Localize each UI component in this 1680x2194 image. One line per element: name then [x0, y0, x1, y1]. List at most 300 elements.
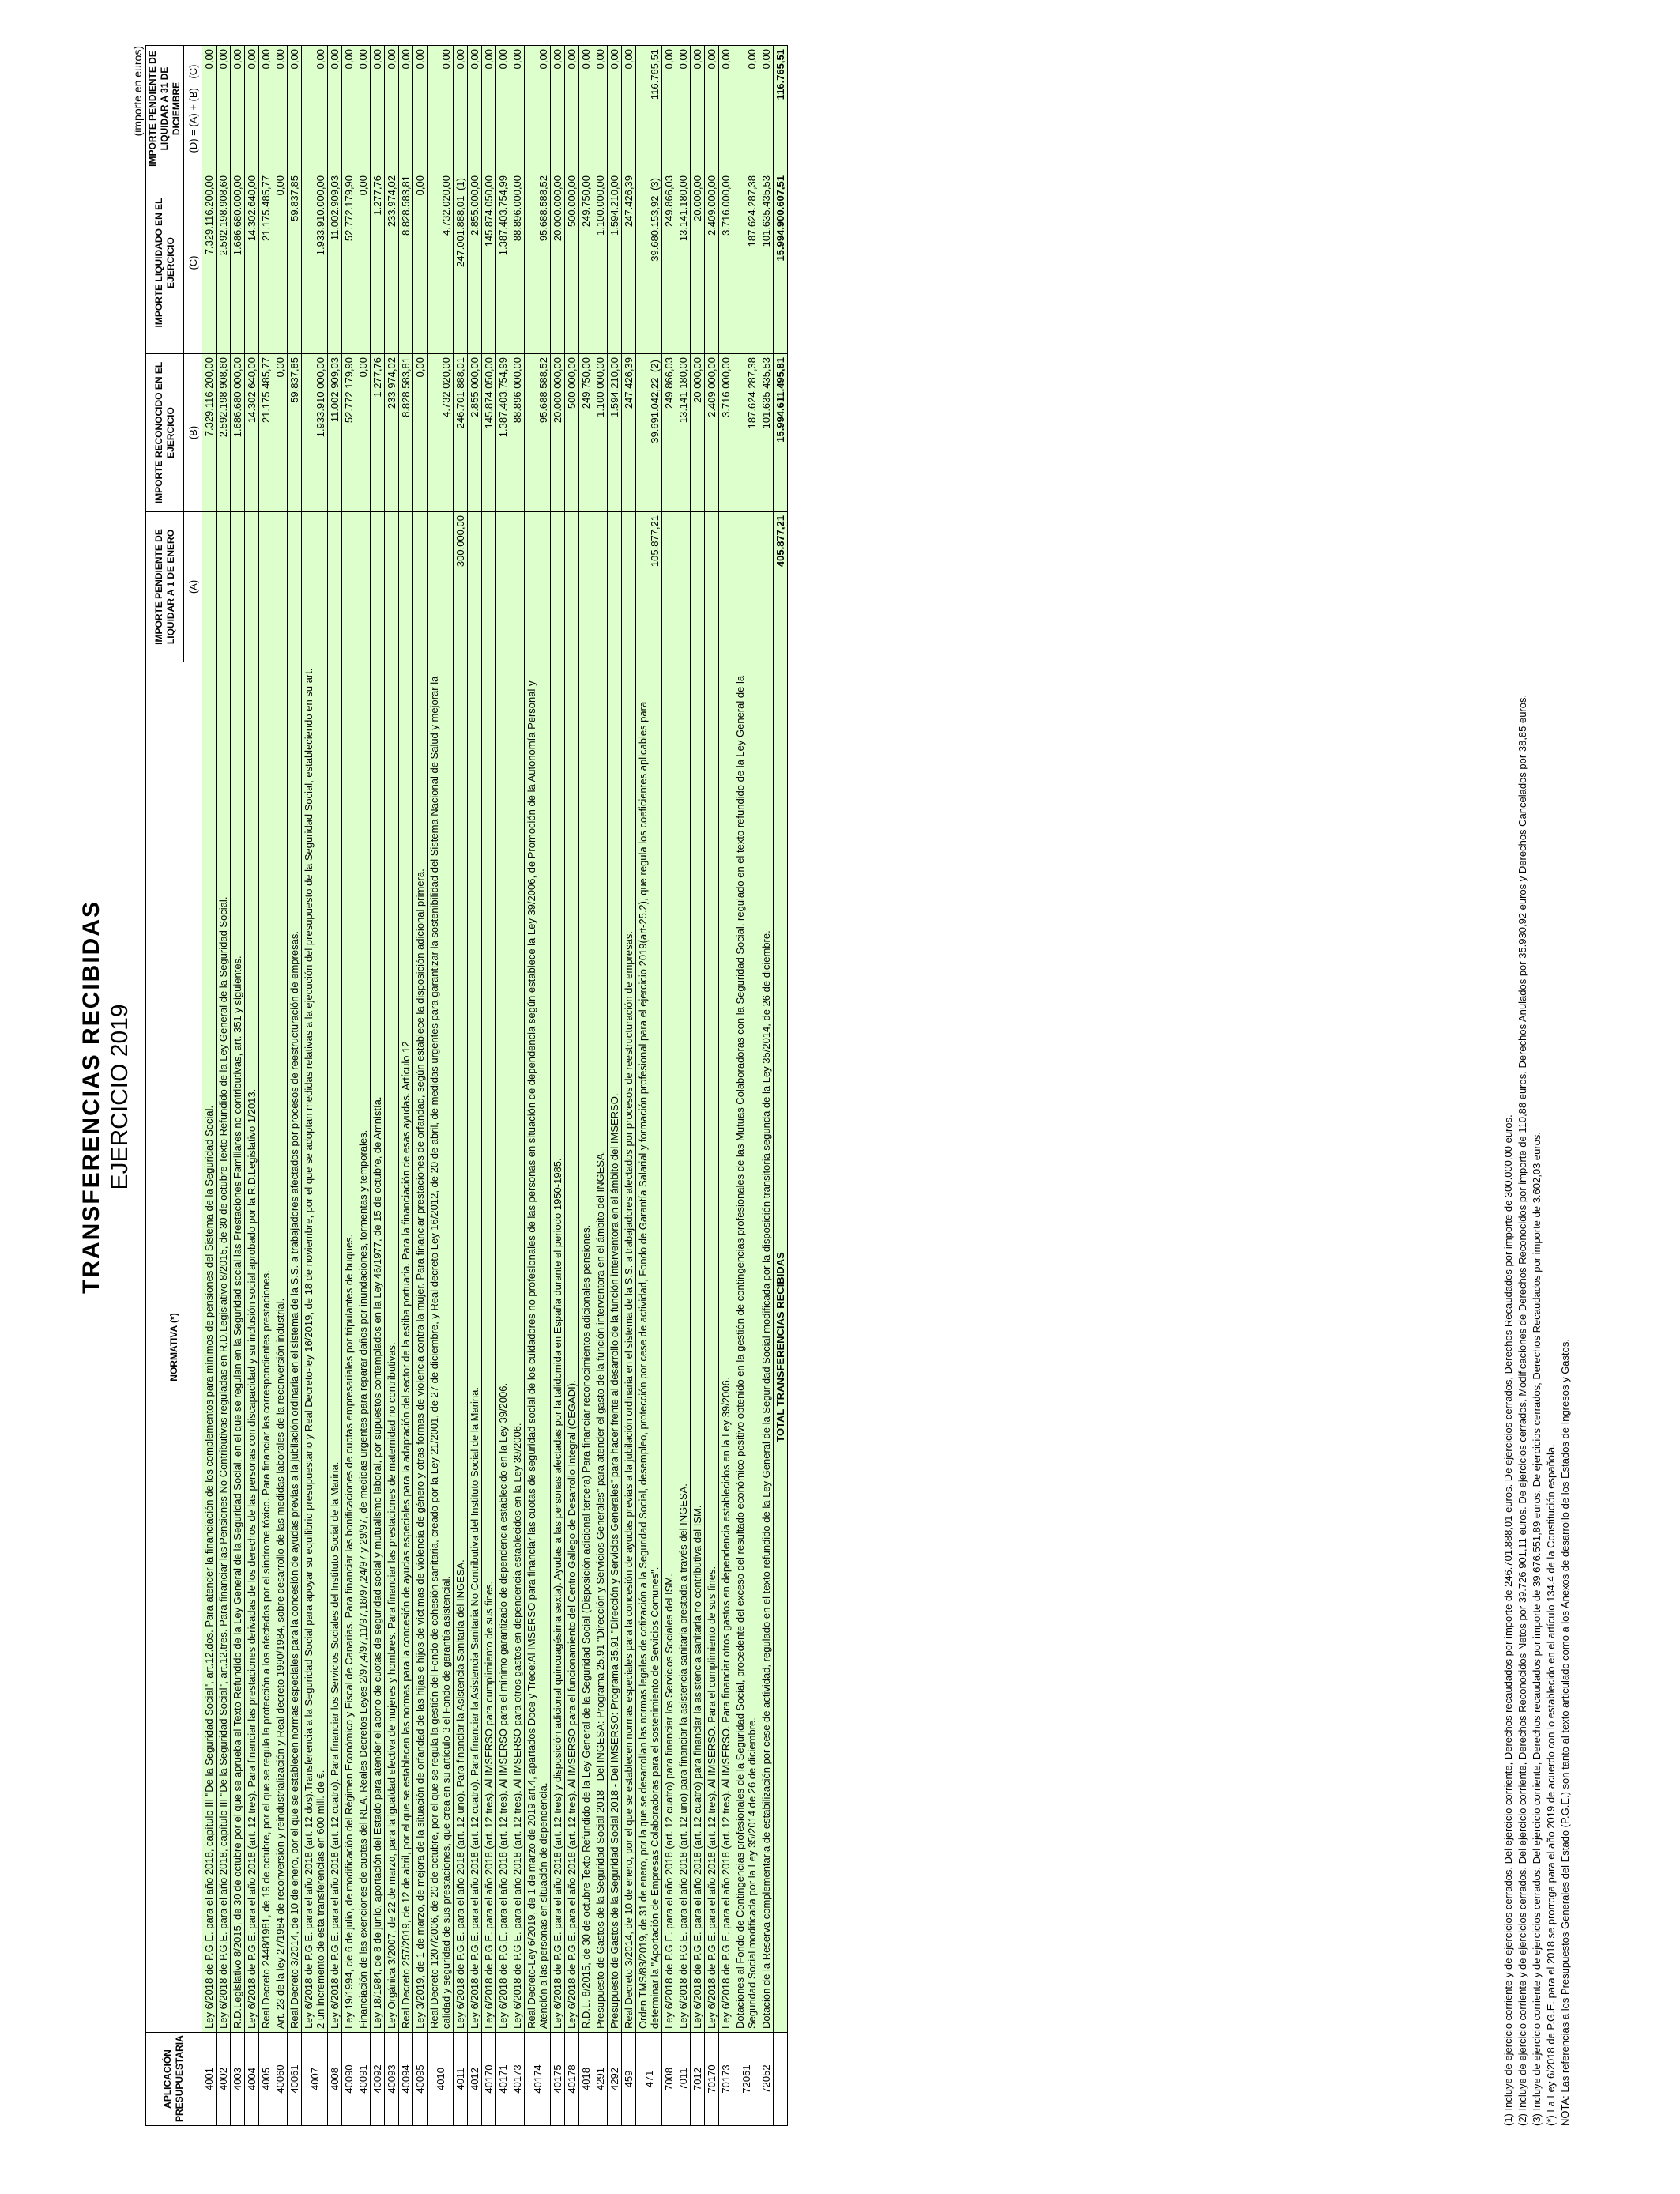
recognized-value: 247.426,39 — [623, 357, 635, 409]
table-row — [551, 46, 565, 2126]
liquidated-cell — [496, 172, 510, 354]
recognized-cell — [202, 354, 217, 512]
liquidated-cell — [636, 172, 662, 354]
pending-jan-cell — [551, 512, 565, 662]
recognized-value: 21.175.485,77 — [260, 357, 272, 424]
liquidated-value: 187.624.287,38 — [746, 175, 758, 247]
recognized-cell — [636, 354, 662, 512]
app-code-cell: 4008 — [328, 2033, 342, 2126]
pending-jan-cell — [399, 512, 413, 662]
liquidated-value: 249.866,03 — [663, 175, 675, 228]
pending-dec-cell: 0,00 — [662, 46, 676, 172]
header-a-code: (A) — [184, 512, 202, 662]
normativa-cell: Ley 6/2018 de P.G.E. para el año 2018 (art. 12.tres). Al IMSERSO para otros gastos en dependencia establecidos en la Ley 39/2006. — [510, 662, 525, 2033]
table-row — [622, 46, 636, 2126]
app-code-cell: 4010 — [428, 2033, 454, 2126]
pending-dec-cell: 0,00 — [608, 46, 622, 172]
pending-jan-cell — [259, 512, 273, 662]
liquidated-cell — [705, 172, 719, 354]
recognized-value: 2.409.000,00 — [706, 357, 718, 417]
table-row — [510, 46, 525, 2126]
recognized-cell — [273, 354, 288, 512]
app-code-cell: 40094 — [399, 2033, 413, 2126]
recognized-value: 20.000.000,00 — [552, 357, 563, 424]
pending-jan-cell — [719, 512, 733, 662]
header-app: APLICACIÓN PRESUPUESTARIA — [146, 2033, 202, 2126]
liquidated-value: 0,00 — [357, 175, 369, 196]
table-row — [371, 46, 385, 2126]
app-code-cell: 40173 — [510, 2033, 525, 2126]
table-row — [593, 46, 608, 2126]
footnote: (*) La Ley 6/2018 de P.G.E. para el 2018 se prorroga para el año 2019 de acuerdo con lo establecido en el artículo 134.4 de la Constitución española. — [1545, 1444, 1557, 2126]
transfers-table — [145, 45, 788, 2126]
table-row — [525, 46, 551, 2126]
app-code-cell: 40093 — [385, 2033, 399, 2126]
recognized-cell — [608, 354, 622, 512]
recognized-value: 0,00 — [274, 357, 286, 378]
table-row — [413, 46, 428, 2126]
recognized-cell — [328, 354, 342, 512]
app-code-cell: 7012 — [691, 2033, 705, 2126]
app-code-cell: 4292 — [608, 2033, 622, 2126]
app-code-cell: 7008 — [662, 2033, 676, 2126]
normativa-cell: Presupuesto de Gastos de la Seguridad Social 2018 - Del IMSERSO: Programa 35.91 "Dirección y Servicios Generales" para hacer frente al desarrollo de la función interventora en el ámbito del IMSERSO. — [608, 662, 622, 2033]
pending-dec-cell: 0,00 — [593, 46, 608, 172]
recognized-cell — [579, 354, 593, 512]
recognized-cell — [719, 354, 733, 512]
pending-jan-cell — [579, 512, 593, 662]
recognized-value: 233.974,02 — [386, 357, 397, 409]
normativa-cell: Ley 6/2018 de P.G.E. para el año 2018 (art. 12.tres). Al IMSERSO para el mínimo garantizado de dependencia establecido en la Ley 39/2006. — [496, 662, 510, 2033]
recognized-cell — [496, 354, 510, 512]
normativa-cell: Real Decreto 1207/2006, de 20 de octubre, por el que se regula la gestión del Fondo de cohesión sanitaria, creado por la Ley 21/2001, de 27 de diciembre, y Real decreto Ley 16/2012, de 20 de abril, de medidas urgentes para garantizar la sostenibilidad del Sistema Nacional de Salud y mejorar la calidad y seguridad de sus prestaciones, que crea en su artículo 3 el Fondo de garantía asistencial. — [428, 662, 454, 2033]
app-code-cell: 4003 — [231, 2033, 245, 2126]
table-row — [288, 46, 302, 2126]
recognized-cell — [565, 354, 579, 512]
recognized-value: 8.828.583,81 — [400, 357, 412, 417]
liquidated-value: 59.837,85 — [288, 175, 300, 221]
pending-dec-cell: 0,00 — [468, 46, 482, 172]
liquidated-value: 3.716.000,00 — [720, 175, 732, 236]
pending-jan-cell: 300.000,00 — [454, 512, 468, 662]
recognized-cell — [662, 354, 676, 512]
normativa-cell: Ley 6/2018 de P.G.E. para el año 2018 (art. 12.tres). Al IMSERSO. Para financiar otros gastos en dependencia establecidos en la Ley 39/2006. — [719, 662, 733, 2033]
pending-jan-cell — [593, 512, 608, 662]
app-code-cell: 4002 — [217, 2033, 231, 2126]
liquidated-value: 20.000.000,00 — [552, 175, 563, 242]
liquidated-cell — [608, 172, 622, 354]
recognized-cell — [399, 354, 413, 512]
liquidated-cell — [622, 172, 636, 354]
recognized-value: 145.874.050,00 — [483, 357, 495, 429]
recognized-value: 2.592.198.908,60 — [217, 357, 229, 438]
pending-jan-cell — [288, 512, 302, 662]
normativa-cell: R.D.L. 8/2015, de 30 de octubre Texto Refundido de la Ley General de la Seguridad Social (Disposición adicional tercera) Para financiar reconocimientos adicionales pensiones. — [579, 662, 593, 2033]
app-code-cell: 70173 — [719, 2033, 733, 2126]
table-row — [428, 46, 454, 2126]
recognized-cell — [733, 354, 759, 512]
pending-jan-cell — [231, 512, 245, 662]
pending-dec-cell: 0,00 — [482, 46, 496, 172]
table-row — [468, 46, 482, 2126]
recognized-cell — [371, 354, 385, 512]
pending-jan-cell — [691, 512, 705, 662]
normativa-cell: Ley 6/2018 de P.G.E. para el año 2018 (art. 12.dos).Transferencia a la Seguridad Social para apoyar su equilibrio presupuestario y Real Decreto-ley 16/2019, de 18 de noviembre, por el que se adoptan medidas relativas a la ejecución del presupuesto de la Seguridad Social, estableciendo en su art. 2 un incremento de esta transferencias en 600 mill. de €. — [302, 662, 328, 2033]
liquidated-cell — [525, 172, 551, 354]
pending-dec-cell: 0,00 — [385, 46, 399, 172]
recognized-value: 1.277,76 — [371, 357, 383, 398]
recognized-cell — [593, 354, 608, 512]
table-body — [202, 46, 774, 2126]
normativa-cell: Ley Orgánica 3/2007, de 22 de marzo, para la igualdad efectiva de mujeres y hombres. Para financiar las prestaciones de maternidad no contributivas. — [385, 662, 399, 2033]
table-row — [245, 46, 259, 2126]
liquidated-cell — [245, 172, 259, 354]
normativa-cell: Ley 6/2018 de P.G.E. para el año 2018, capítulo III "De la Seguridad Social", art.12.tres. Para financiar las Pensiones No Contributivas reguladas en R.D.Legislativo 8/2015, de 30 de octubre Texto Refundido de la Ley General de la Seguridad Social. — [217, 662, 231, 2033]
pending-jan-cell — [217, 512, 231, 662]
table-row — [217, 46, 231, 2126]
liquidated-cell — [733, 172, 759, 354]
app-code-cell: 40060 — [273, 2033, 288, 2126]
liquidated-cell — [510, 172, 525, 354]
pending-jan-cell — [202, 512, 217, 662]
pending-jan-cell — [413, 512, 428, 662]
recognized-value: 7.329.116.200,00 — [203, 357, 215, 437]
recognized-cell — [428, 354, 454, 512]
total-app-cell — [774, 2033, 788, 2126]
pending-jan-cell — [428, 512, 454, 662]
recognized-value: 249.750,00 — [580, 357, 592, 409]
pending-jan-cell — [356, 512, 371, 662]
liquidated-value: 0,00 — [414, 175, 426, 196]
liquidated-cell — [217, 172, 231, 354]
total-d: 116.765,51 — [774, 46, 788, 172]
normativa-cell: Ley 6/2018 de P.G.E. para el año 2018 (art. 12.tres). Para financiar las prestaciones derivadas de los derechos de las personas con discapacidad y su inclusión social aprobado por la R.D.Legislativo 1/2013. — [245, 662, 259, 2033]
normativa-cell: Ley 6/2018 de P.G.E. para el año 2018 (art. 12.cuatro). Para financiar la Asistencia Sanitaria No Contributiva del Instituto Social de la Marina. — [468, 662, 482, 2033]
app-code-cell: 4018 — [579, 2033, 593, 2126]
pending-dec-cell: 0,00 — [510, 46, 525, 172]
recognized-value: 2.855.000,00 — [469, 357, 480, 417]
normativa-cell: Orden TMS/83/2019, de 31 de enero, por la que se desarrollan las normas legales de cotización a la Seguridad Social, desempleo, protección por cese de actividad, Fondo de Garantía Salarial y formación profesional para el ejercicio 2019(art-25.2), que regula los coeficientes aplicables para determinar la "Aportación de Empresas Colaboradoras para el sostenimiento de Servicios Comunes". — [636, 662, 662, 2033]
normativa-cell: Real Decreto 3/2014, de 10 de enero, por el que se establecen normas especiales para la concesión de ayudas previas a la jubilación ordinaria en el sistema de la S.S. a trabajadores afectados por procesos de reestructuración de empresas. — [288, 662, 302, 2033]
recognized-value: 0,00 — [414, 357, 426, 378]
recognized-cell — [288, 354, 302, 512]
table-header-row — [146, 46, 184, 2126]
recognized-cell — [217, 354, 231, 512]
normativa-cell: Ley 18/1984, de 8 de junio, aportación del Estado para atender el abono de cuotas de seguridad social y mutualismo laboral, por supuestos contemplados en la Ley 46/1977, de 15 de octubre, de Amnistía. — [371, 662, 385, 2033]
liquidated-cell — [202, 172, 217, 354]
pending-dec-cell: 0,00 — [551, 46, 565, 172]
recognized-value: 1.100.000,00 — [594, 357, 606, 417]
app-code-cell: 4007 — [302, 2033, 328, 2126]
app-code-cell: 40175 — [551, 2033, 565, 2126]
pending-dec-cell: 0,00 — [691, 46, 705, 172]
liquidated-value: 1.387.403.754,99 — [497, 175, 509, 256]
liquidated-value: 20.000,00 — [691, 175, 703, 221]
app-code-cell: 4012 — [468, 2033, 482, 2126]
pending-dec-cell: 0,00 — [496, 46, 510, 172]
pending-jan-cell — [302, 512, 328, 662]
footnote-mark: (2) — [649, 360, 661, 372]
liquidated-value: 233.974,02 — [386, 175, 397, 228]
normativa-cell: Ley 6/2018 de P.G.E. para el año 2018 (art. 12.cuatro). Para financiar los Servicios Sociales del Instituto Social de la Marina. — [328, 662, 342, 2033]
liquidated-cell — [676, 172, 691, 354]
liquidated-cell — [454, 172, 468, 354]
app-code-cell: 72052 — [759, 2033, 774, 2126]
header-b: IMPORTE RECONOCIDO EN EL EJERCICIO — [146, 354, 184, 512]
pending-jan-cell — [245, 512, 259, 662]
app-code-cell: 40174 — [525, 2033, 551, 2126]
table-row — [759, 46, 774, 2126]
normativa-cell: Real Decreto 2448/1981, de 19 de octubre, por el que se regula la protección a los afectados por el síndrome tóxico. Para financiar las correspondientes prestaciones. — [259, 662, 273, 2033]
liquidated-cell — [579, 172, 593, 354]
app-code-cell: 471 — [636, 2033, 662, 2126]
recognized-cell — [759, 354, 774, 512]
recognized-value: 3.716.000,00 — [720, 357, 732, 417]
recognized-cell — [413, 354, 428, 512]
footnote: (2) Incluye de ejercicio corriente y de ejercicios cerrados. Del ejercicio corriente, Derechos Reconocidos Netos por 39.726.901,11 euros. De ejercicios cerrados, Modificaciones de Derechos Reconocidos por importe de 110,88 euros, Derechos Anulados por 35.930,92 euros y Derechos Cancelados por 38,85 euros. — [1516, 694, 1528, 2126]
table-row — [579, 46, 593, 2126]
pending-jan-cell — [342, 512, 356, 662]
table-row — [496, 46, 510, 2126]
recognized-cell — [385, 354, 399, 512]
pending-dec-cell: 0,00 — [273, 46, 288, 172]
app-code-cell: 459 — [622, 2033, 636, 2126]
pending-dec-cell: 0,00 — [428, 46, 454, 172]
pending-dec-cell: 0,00 — [565, 46, 579, 172]
pending-dec-cell: 0,00 — [413, 46, 428, 172]
normativa-cell: Ley 6/2018 de P.G.E. para el año 2018 (art. 12.uno). Para financiar la Asistencia Sanitaria del INGESA. — [454, 662, 468, 2033]
footnote: (3) Incluye de ejercicio corriente y de ejercicios cerrados. Del ejercicio corriente, Derechos recaudados por importe de 39.676.551,89 euros. De ejercicios cerrados, Derechos Recaudados por importe de 3.602,03 euros. — [1531, 1131, 1543, 2126]
liquidated-cell — [328, 172, 342, 354]
liquidated-cell — [288, 172, 302, 354]
pending-dec-cell: 0,00 — [525, 46, 551, 172]
app-code-cell: 40092 — [371, 2033, 385, 2126]
liquidated-cell — [662, 172, 676, 354]
pending-jan-cell — [273, 512, 288, 662]
pending-jan-cell — [662, 512, 676, 662]
normativa-cell: Ley 6/2018 de P.G.E. para el año 2018 (art. 12.uno) para financiar la asistencia sanitaria prestada a través del INGESA. — [676, 662, 691, 2033]
liquidated-cell — [385, 172, 399, 354]
recognized-cell — [468, 354, 482, 512]
liquidated-cell — [565, 172, 579, 354]
recognized-value: 4.732.020,00 — [440, 357, 452, 417]
normativa-cell: Dotación de la Reserva complementaria de estabilización por cese de actividad, regulado en el texto refundido de la Ley General de la Seguridad Social modificada por la disposición transitoria segunda de la Ley 35/2014, de 26 de diciembre. — [759, 662, 774, 2033]
liquidated-cell — [759, 172, 774, 354]
liquidated-value: 2.592.198.908,60 — [217, 175, 229, 256]
liquidated-value: 13.141.180,00 — [677, 175, 689, 242]
recognized-value: 95.688.588,52 — [537, 357, 549, 424]
pending-dec-cell: 0,00 — [622, 46, 636, 172]
liquidated-cell — [259, 172, 273, 354]
normativa-cell: Ley 6/2018 de P.G.E. para el año 2018 (art. 12.tres) y disposición adicional quincuagésima sexta). Ayudas a las personas afectadas por la talidomida en España durante el periodo 1950-1985. — [551, 662, 565, 2033]
table-row — [482, 46, 496, 2126]
normativa-cell: Real Decreto 257/2019, de 12 de abril, por el que se establecen las normas para la concesión de ayudas especiales para la adaptación del sector de la estiba portuaria. Para la financiación de esas ayudas. Artículo 12 — [399, 662, 413, 2033]
pending-dec-cell: 0,00 — [579, 46, 593, 172]
recognized-value: 20.000,00 — [691, 357, 703, 403]
table-row — [636, 46, 662, 2126]
recognized-cell — [482, 354, 496, 512]
liquidated-value: 249.750,00 — [580, 175, 592, 228]
pending-dec-cell: 0,00 — [371, 46, 385, 172]
liquidated-cell — [691, 172, 705, 354]
pending-jan-cell — [468, 512, 482, 662]
pending-jan-cell — [705, 512, 719, 662]
pending-dec-cell: 0,00 — [733, 46, 759, 172]
page-subtitle: EJERCICIO 2019 — [107, 1004, 133, 1190]
recognized-value: 101.635.435,53 — [760, 357, 772, 429]
liquidated-cell — [356, 172, 371, 354]
normativa-cell: Dotaciones al Fondo de Contingencias profesionales de la Seguridad Social, procedente del exceso del resultado económico positivo obtenido en la gestión de contingencias profesionales de las Mutuas Colaboradoras con la Seguridad Social, regulado en el texto refundido de la Ley General de la Seguridad Social modificada por la Ley 35/2014 de 26 de diciembre. — [733, 662, 759, 2033]
pending-dec-cell: 0,00 — [342, 46, 356, 172]
normativa-cell: Financiación de las exenciones de cuotas del REA. Reales Decretos Leyes 2/97,4/97,11/97,18/97,24/97 y 29/97, de medidas urgentes para reparar daños por inundaciones, tormentas y temporales. — [356, 662, 371, 2033]
header-c-code: (C) — [184, 172, 202, 354]
pending-dec-cell: 0,00 — [719, 46, 733, 172]
app-code-cell: 40090 — [342, 2033, 356, 2126]
liquidated-value: 1.933.910.000,00 — [315, 175, 326, 256]
pending-dec-cell: 0,00 — [328, 46, 342, 172]
liquidated-cell — [302, 172, 328, 354]
normativa-cell: R.D.Legislativo 8/2015, de 30 de octubre por el que se aprueba el Texto Refundido de la Ley General de la Seguridad Social, en el que se regulan en la Seguridad social las Prestaciones Familiares no contributivas, art. 351 y siguientes. — [231, 662, 245, 2033]
normativa-cell: Ley 6/2018 de P.G.E. para el año 2018 (art. 12.tres). Al IMSERSO para cumplimiento de sus fines. — [482, 662, 496, 2033]
pending-dec-cell: 0,00 — [356, 46, 371, 172]
table-row — [662, 46, 676, 2126]
table-row — [399, 46, 413, 2126]
recognized-value: 1.387.403.754,99 — [497, 357, 509, 438]
pending-jan-cell — [676, 512, 691, 662]
recognized-value: 11.002.909,03 — [329, 357, 341, 423]
liquidated-value: 95.688.588,52 — [537, 175, 549, 242]
liquidated-cell — [273, 172, 288, 354]
normativa-cell: Ley 6/2018 de P.G.E. para el año 2018 (art. 12.cuatro) para financiar los Servicios Sociales del ISM. — [662, 662, 676, 2033]
liquidated-cell — [551, 172, 565, 354]
recognized-value: 59.837,85 — [288, 357, 300, 403]
footnote-mark: (1) — [454, 178, 466, 190]
recognized-value: 1.933.910.000,00 — [315, 357, 326, 438]
liquidated-value: 500.000,00 — [566, 175, 578, 228]
app-code-cell: 40091 — [356, 2033, 371, 2126]
pending-dec-cell: 0,00 — [302, 46, 328, 172]
pending-dec-cell: 116.765,51 — [636, 46, 662, 172]
total-c: 15.994.900.607,51 — [774, 172, 788, 354]
normativa-cell: Real Decreto 3/2014, de 10 de enero, por el que se establecen normas especiales para la concesión de ayudas previas a la jubilación ordinaria en el sistema de la S.S. a trabajadores afectados por procesos de reestructuración de empresas. — [622, 662, 636, 2033]
recognized-value: 1.686.680.000,00 — [232, 357, 243, 438]
liquidated-cell — [371, 172, 385, 354]
total-a: 405.877,21 — [774, 512, 788, 662]
table-row — [565, 46, 579, 2126]
pending-dec-cell: 0,00 — [759, 46, 774, 172]
recognized-value: 187.624.287,38 — [746, 357, 758, 429]
app-code-cell: 7011 — [676, 2033, 691, 2126]
app-code-cell: 4001 — [202, 2033, 217, 2126]
app-code-cell: 40061 — [288, 2033, 302, 2126]
app-code-cell: 4004 — [245, 2033, 259, 2126]
table-row — [273, 46, 288, 2126]
recognized-cell — [705, 354, 719, 512]
pending-jan-cell — [565, 512, 579, 662]
recognized-value: 0,00 — [357, 357, 369, 378]
pending-jan-cell — [733, 512, 759, 662]
footnote: NOTA: Las referencias a los Presupuestos Generales del Estado (P.G.E.) son tanto al texto articulado como a los Anexos de desarrollo de los Estados de Ingresos y Gastos. — [1559, 1339, 1571, 2126]
app-code-cell: 40095 — [413, 2033, 428, 2126]
pending-dec-cell: 0,00 — [676, 46, 691, 172]
recognized-cell — [259, 354, 273, 512]
app-code-cell: 4291 — [593, 2033, 608, 2126]
total-label: TOTAL TRANSFERENCIAS RECIBIDAS — [774, 662, 788, 2033]
pending-jan-cell — [328, 512, 342, 662]
recognized-value: 88.896.000,00 — [511, 357, 523, 424]
normativa-cell: Art. 23 de la ley 27/1984 de reconversión y reindustrialización y Real decreto 1990/1984, sobre desarrollo de las medidas laborales de la reconversión industrial. — [273, 662, 288, 2033]
table-row — [733, 46, 759, 2126]
footnote-mark: (3) — [649, 178, 661, 190]
app-code-cell: 40178 — [565, 2033, 579, 2126]
app-code-cell: 40170 — [482, 2033, 496, 2126]
table-row — [342, 46, 356, 2126]
liquidated-value: 14.302.640,00 — [246, 175, 258, 242]
table-row — [231, 46, 245, 2126]
liquidated-value: 1.686.680.000,00 — [232, 175, 243, 256]
total-row — [774, 46, 788, 2126]
header-d: IMPORTE PENDIENTE DE LIQUIDAR A 31 DE DICIEMBRE — [146, 46, 184, 172]
normativa-cell: Ley 19/1994, de 6 de julio, de modificación del Régimen Económico y Fiscal de Canarias. Para financiar las bonificaciones de cuotas empresariales por tripulantes de buques. — [342, 662, 356, 2033]
recognized-cell — [622, 354, 636, 512]
app-code-cell: 4011 — [454, 2033, 468, 2126]
recognized-cell — [676, 354, 691, 512]
recognized-value: 246.701.888,01 — [454, 357, 466, 429]
header-norm: NORMATIVA (*) — [146, 662, 202, 2033]
recognized-value: 1.594.210,00 — [608, 357, 620, 417]
liquidated-value: 247.426,39 — [623, 175, 635, 228]
table-row — [356, 46, 371, 2126]
recognized-cell — [551, 354, 565, 512]
liquidated-value: 52.772.179,90 — [343, 175, 355, 242]
recognized-cell — [302, 354, 328, 512]
recognized-cell — [525, 354, 551, 512]
pending-jan-cell — [525, 512, 551, 662]
liquidated-value: 1.277,76 — [371, 175, 383, 216]
pending-dec-cell: 0,00 — [259, 46, 273, 172]
table-row — [454, 46, 468, 2126]
pending-dec-cell: 0,00 — [454, 46, 468, 172]
liquidated-value: 88.896.000,00 — [511, 175, 523, 242]
recognized-cell — [510, 354, 525, 512]
header-a: IMPORTE PENDIENTE DE LIQUIDAR A 1 DE ENERO — [146, 512, 184, 662]
pending-jan-cell — [608, 512, 622, 662]
liquidated-value: 101.635.435,53 — [760, 175, 772, 247]
liquidated-value: 39.680.153,92 — [649, 195, 661, 262]
liquidated-value: 8.828.583,81 — [400, 175, 412, 236]
recognized-value: 500.000,00 — [566, 357, 578, 409]
liquidated-value: 11.002.909,03 — [329, 175, 341, 241]
app-code-cell: 72051 — [733, 2033, 759, 2126]
liquidated-cell — [468, 172, 482, 354]
liquidated-value: 2.409.000,00 — [706, 175, 718, 236]
recognized-cell — [691, 354, 705, 512]
pending-jan-cell — [759, 512, 774, 662]
table-row — [691, 46, 705, 2126]
pending-dec-cell: 0,00 — [231, 46, 245, 172]
recognized-value: 14.302.640,00 — [246, 357, 258, 424]
liquidated-value: 1.100.000,00 — [594, 175, 606, 236]
table-row — [385, 46, 399, 2126]
table-row — [719, 46, 733, 2126]
liquidated-cell — [482, 172, 496, 354]
table-row — [302, 46, 328, 2126]
normativa-cell: Ley 6/2018 de P.G.E. para el año 2018 (art. 12.cuatro) para financiar la asistencia sanitaria no contributiva del ISM. — [691, 662, 705, 2033]
app-code-cell: 4005 — [259, 2033, 273, 2126]
liquidated-value: 2.855.000,00 — [469, 175, 480, 236]
liquidated-value: 21.175.485,77 — [260, 175, 272, 242]
pending-jan-cell — [622, 512, 636, 662]
